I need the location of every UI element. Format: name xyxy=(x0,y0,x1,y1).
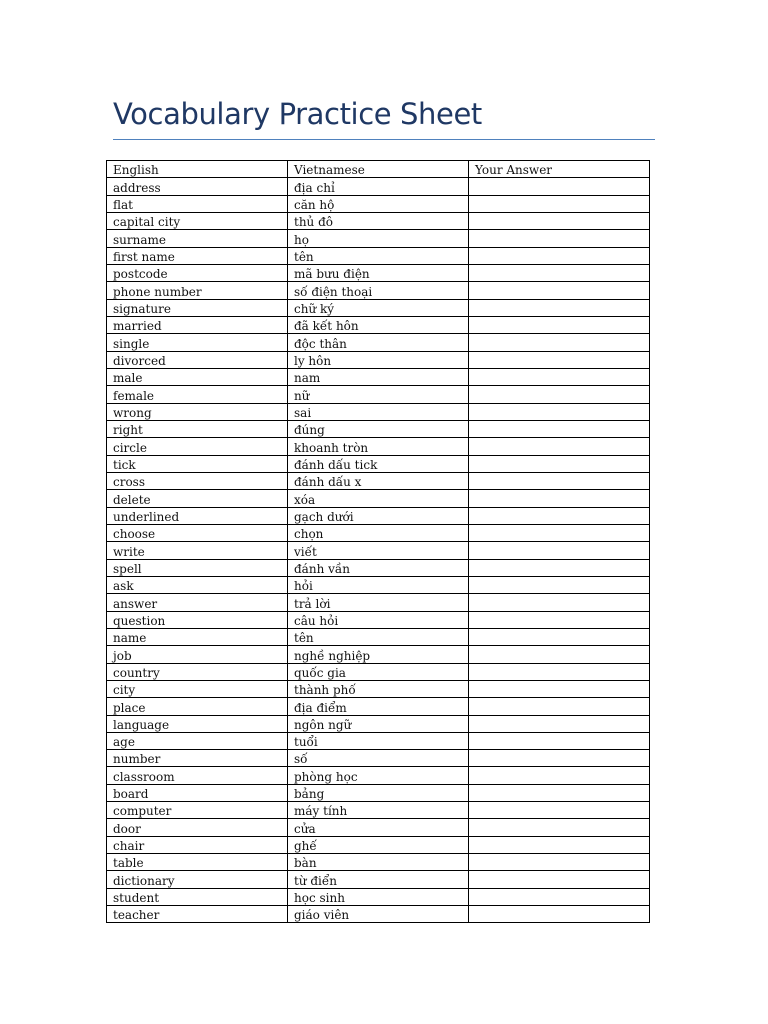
answer-cell[interactable] xyxy=(469,767,650,784)
english-word-cell: cross xyxy=(107,472,288,489)
page-title: Vocabulary Practice Sheet xyxy=(113,97,482,131)
english-word-cell: surname xyxy=(107,230,288,247)
vietnamese-word-cell: địa điểm xyxy=(288,698,469,715)
vietnamese-word-cell: câu hỏi xyxy=(288,611,469,628)
vietnamese-word-cell: thủ đô xyxy=(288,212,469,229)
table-body xyxy=(107,178,650,923)
table-row xyxy=(107,802,650,819)
vietnamese-word-cell: ngôn ngữ xyxy=(288,715,469,732)
answer-cell[interactable] xyxy=(469,854,650,871)
table-row xyxy=(107,611,650,628)
vietnamese-word-cell: chọn xyxy=(288,524,469,541)
english-word-cell: postcode xyxy=(107,264,288,281)
table-row xyxy=(107,507,650,524)
english-word-cell: name xyxy=(107,628,288,645)
table-row xyxy=(107,594,650,611)
table-row xyxy=(107,767,650,784)
table-row xyxy=(107,368,650,385)
english-word-cell: dictionary xyxy=(107,871,288,888)
vietnamese-word-cell: số điện thoại xyxy=(288,282,469,299)
english-word-cell: answer xyxy=(107,594,288,611)
table-row xyxy=(107,663,650,680)
answer-cell[interactable] xyxy=(469,628,650,645)
english-word-cell: tick xyxy=(107,455,288,472)
table-row xyxy=(107,698,650,715)
table-row xyxy=(107,628,650,645)
english-word-cell: computer xyxy=(107,802,288,819)
table-row xyxy=(107,351,650,368)
table-row xyxy=(107,212,650,229)
vietnamese-word-cell: quốc gia xyxy=(288,663,469,680)
answer-cell[interactable] xyxy=(469,559,650,576)
table-row xyxy=(107,576,650,593)
table-row xyxy=(107,836,650,853)
vietnamese-word-cell: tuổi xyxy=(288,732,469,749)
vietnamese-word-cell: nam xyxy=(288,368,469,385)
answer-cell[interactable] xyxy=(469,836,650,853)
title-underline xyxy=(113,139,655,140)
vietnamese-word-cell: mã bưu điện xyxy=(288,264,469,281)
vietnamese-word-cell: xóa xyxy=(288,490,469,507)
table-row xyxy=(107,316,650,333)
english-word-cell: chair xyxy=(107,836,288,853)
table-row xyxy=(107,438,650,455)
answer-cell[interactable] xyxy=(469,906,650,923)
english-word-cell: table xyxy=(107,854,288,871)
english-word-cell: place xyxy=(107,698,288,715)
english-word-cell: job xyxy=(107,646,288,663)
english-word-cell: language xyxy=(107,715,288,732)
vietnamese-word-cell: cửa xyxy=(288,819,469,836)
vietnamese-word-cell: sai xyxy=(288,403,469,420)
answer-cell[interactable] xyxy=(469,802,650,819)
answer-cell[interactable] xyxy=(469,888,650,905)
answer-cell[interactable] xyxy=(469,611,650,628)
english-word-cell: spell xyxy=(107,559,288,576)
english-word-cell: city xyxy=(107,680,288,697)
english-word-cell: delete xyxy=(107,490,288,507)
vietnamese-word-cell: đã kết hôn xyxy=(288,316,469,333)
english-word-cell: married xyxy=(107,316,288,333)
vietnamese-word-cell: gạch dưới xyxy=(288,507,469,524)
english-word-cell: signature xyxy=(107,299,288,316)
english-word-cell: door xyxy=(107,819,288,836)
vietnamese-word-cell: viết xyxy=(288,542,469,559)
answer-cell[interactable] xyxy=(469,455,650,472)
answer-cell[interactable] xyxy=(469,646,650,663)
header-vietnamese: Vietnamese xyxy=(288,161,469,178)
table-row xyxy=(107,403,650,420)
header-your-answer: Your Answer xyxy=(469,161,650,178)
vietnamese-word-cell: họ xyxy=(288,230,469,247)
table-row xyxy=(107,230,650,247)
answer-cell[interactable] xyxy=(469,750,650,767)
answer-cell[interactable] xyxy=(469,663,650,680)
english-word-cell: age xyxy=(107,732,288,749)
vietnamese-word-cell: bảng xyxy=(288,784,469,801)
table-row xyxy=(107,750,650,767)
english-word-cell: teacher xyxy=(107,906,288,923)
answer-cell[interactable] xyxy=(469,230,650,247)
table-row xyxy=(107,888,650,905)
table-row xyxy=(107,871,650,888)
english-word-cell: write xyxy=(107,542,288,559)
answer-cell[interactable] xyxy=(469,247,650,264)
vietnamese-word-cell: đánh vần xyxy=(288,559,469,576)
vietnamese-word-cell: đánh dấu tick xyxy=(288,455,469,472)
english-word-cell: divorced xyxy=(107,351,288,368)
vietnamese-word-cell: phòng học xyxy=(288,767,469,784)
vietnamese-word-cell: từ điển xyxy=(288,871,469,888)
table-row xyxy=(107,299,650,316)
answer-cell[interactable] xyxy=(469,403,650,420)
english-word-cell: country xyxy=(107,663,288,680)
table-row xyxy=(107,542,650,559)
table-row xyxy=(107,559,650,576)
answer-cell[interactable] xyxy=(469,420,650,437)
table-row xyxy=(107,680,650,697)
vietnamese-word-cell: trả lời xyxy=(288,594,469,611)
table-row xyxy=(107,455,650,472)
english-word-cell: single xyxy=(107,334,288,351)
english-word-cell: flat xyxy=(107,195,288,212)
table-row xyxy=(107,819,650,836)
vietnamese-word-cell: tên xyxy=(288,247,469,264)
answer-cell[interactable] xyxy=(469,334,650,351)
vietnamese-word-cell: khoanh tròn xyxy=(288,438,469,455)
answer-cell[interactable] xyxy=(469,316,650,333)
header-english: English xyxy=(107,161,288,178)
answer-cell[interactable] xyxy=(469,212,650,229)
answer-cell[interactable] xyxy=(469,507,650,524)
answer-cell[interactable] xyxy=(469,576,650,593)
table-row xyxy=(107,784,650,801)
answer-cell[interactable] xyxy=(469,178,650,195)
english-word-cell: right xyxy=(107,420,288,437)
answer-cell[interactable] xyxy=(469,784,650,801)
table-row xyxy=(107,732,650,749)
vietnamese-word-cell: giáo viên xyxy=(288,906,469,923)
table-row xyxy=(107,247,650,264)
vietnamese-word-cell: ly hôn xyxy=(288,351,469,368)
answer-cell[interactable] xyxy=(469,299,650,316)
answer-cell[interactable] xyxy=(469,351,650,368)
vietnamese-word-cell: bàn xyxy=(288,854,469,871)
english-word-cell: number xyxy=(107,750,288,767)
answer-cell[interactable] xyxy=(469,732,650,749)
english-word-cell: female xyxy=(107,386,288,403)
answer-cell[interactable] xyxy=(469,819,650,836)
table-row xyxy=(107,854,650,871)
table-row xyxy=(107,646,650,663)
english-word-cell: question xyxy=(107,611,288,628)
answer-cell[interactable] xyxy=(469,264,650,281)
vietnamese-word-cell: tên xyxy=(288,628,469,645)
vietnamese-word-cell: độc thân xyxy=(288,334,469,351)
english-word-cell: wrong xyxy=(107,403,288,420)
table-row xyxy=(107,264,650,281)
table-row xyxy=(107,472,650,489)
answer-cell[interactable] xyxy=(469,490,650,507)
vietnamese-word-cell: nữ xyxy=(288,386,469,403)
vietnamese-word-cell: thành phố xyxy=(288,680,469,697)
vietnamese-word-cell: nghề nghiệp xyxy=(288,646,469,663)
answer-cell[interactable] xyxy=(469,871,650,888)
answer-cell[interactable] xyxy=(469,594,650,611)
table-row xyxy=(107,524,650,541)
vietnamese-word-cell: hỏi xyxy=(288,576,469,593)
english-word-cell: board xyxy=(107,784,288,801)
vietnamese-word-cell: đúng xyxy=(288,420,469,437)
table-row xyxy=(107,334,650,351)
vietnamese-word-cell: số xyxy=(288,750,469,767)
table-row xyxy=(107,715,650,732)
english-word-cell: choose xyxy=(107,524,288,541)
vietnamese-word-cell: học sinh xyxy=(288,888,469,905)
table-header-row xyxy=(107,161,650,178)
vietnamese-word-cell: đánh dấu x xyxy=(288,472,469,489)
english-word-cell: underlined xyxy=(107,507,288,524)
answer-cell[interactable] xyxy=(469,698,650,715)
answer-cell[interactable] xyxy=(469,715,650,732)
table-row xyxy=(107,906,650,923)
vietnamese-word-cell: ghế xyxy=(288,836,469,853)
answer-cell[interactable] xyxy=(469,368,650,385)
vietnamese-word-cell: máy tính xyxy=(288,802,469,819)
answer-cell[interactable] xyxy=(469,282,650,299)
answer-cell[interactable] xyxy=(469,195,650,212)
english-word-cell: student xyxy=(107,888,288,905)
answer-cell[interactable] xyxy=(469,524,650,541)
vietnamese-word-cell: chữ ký xyxy=(288,299,469,316)
answer-cell[interactable] xyxy=(469,472,650,489)
vietnamese-word-cell: địa chỉ xyxy=(288,178,469,195)
table-row xyxy=(107,420,650,437)
english-word-cell: first name xyxy=(107,247,288,264)
english-word-cell: ask xyxy=(107,576,288,593)
answer-cell[interactable] xyxy=(469,438,650,455)
table-row xyxy=(107,386,650,403)
english-word-cell: classroom xyxy=(107,767,288,784)
table-row xyxy=(107,282,650,299)
vietnamese-word-cell: căn hộ xyxy=(288,195,469,212)
english-word-cell: phone number xyxy=(107,282,288,299)
english-word-cell: capital city xyxy=(107,212,288,229)
table-row xyxy=(107,178,650,195)
english-word-cell: circle xyxy=(107,438,288,455)
table-row xyxy=(107,490,650,507)
answer-cell[interactable] xyxy=(469,542,650,559)
english-word-cell: male xyxy=(107,368,288,385)
vocabulary-table xyxy=(106,160,650,923)
table-row xyxy=(107,195,650,212)
answer-cell[interactable] xyxy=(469,680,650,697)
english-word-cell: address xyxy=(107,178,288,195)
answer-cell[interactable] xyxy=(469,386,650,403)
